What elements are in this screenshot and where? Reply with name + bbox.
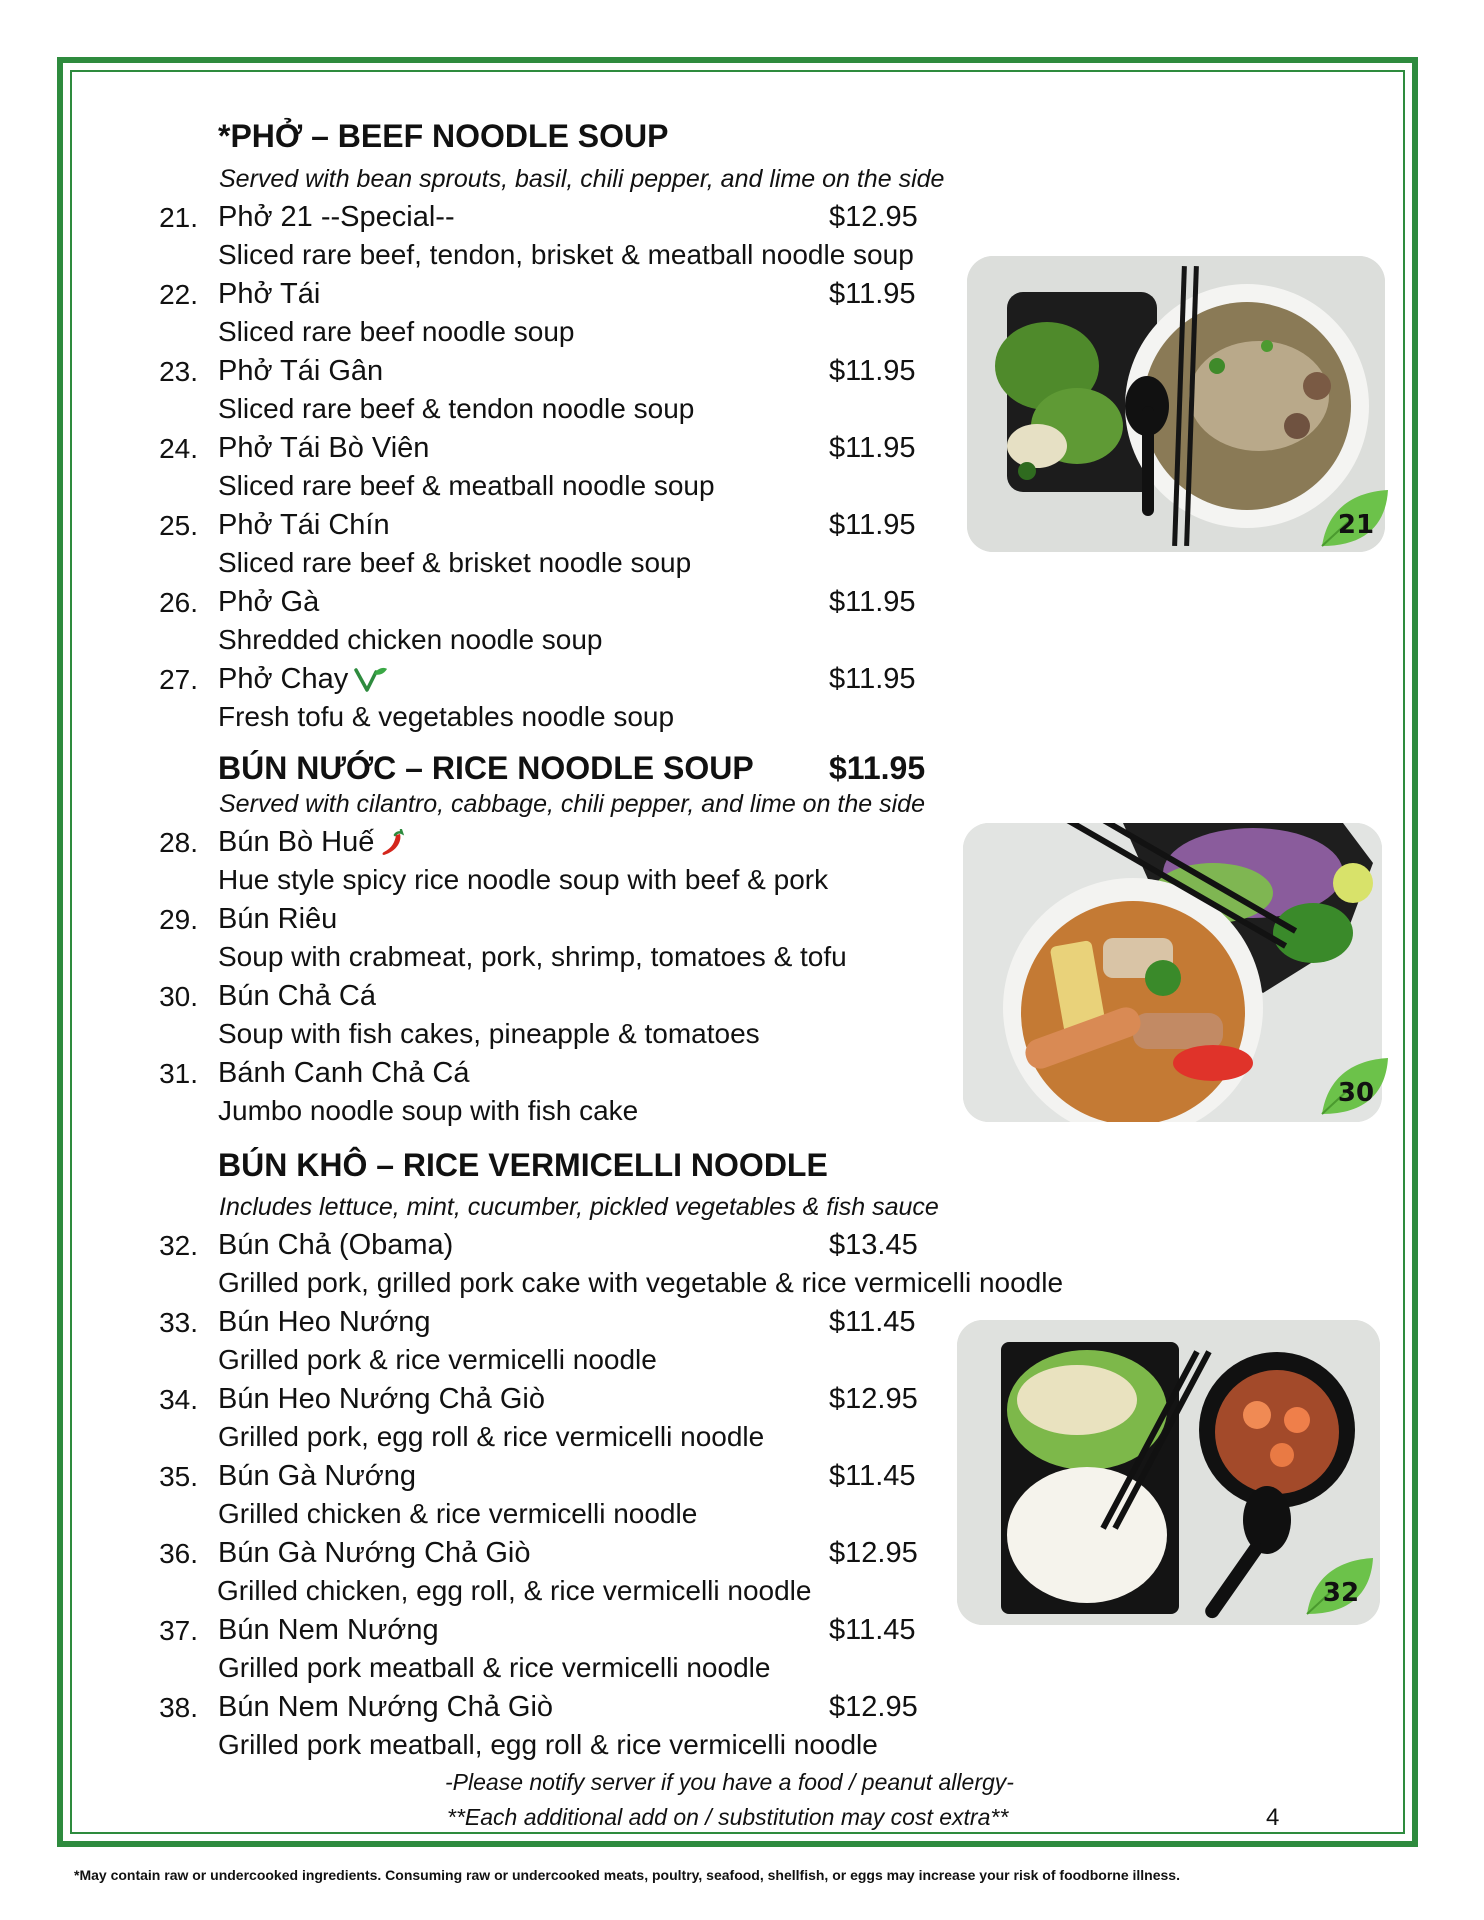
item-number: 37. <box>159 1615 198 1646</box>
item-name: Phở Gà <box>218 586 320 618</box>
item-name-row <box>218 826 406 859</box>
addon-note: **Each additional add on / substitution may cost extra** <box>447 1804 1009 1830</box>
item-number: 28. <box>159 827 198 858</box>
item-number: 24. <box>159 433 198 464</box>
item-name: Bún Heo Nướng <box>218 1306 431 1338</box>
item-name: Bún Heo Nướng Chả Giò <box>218 1383 545 1415</box>
item-price: $11.95 <box>829 509 916 541</box>
item-number: 27. <box>159 664 198 695</box>
item-name: Bún Nem Nướng <box>218 1614 439 1646</box>
item-price: $11.95 <box>829 586 916 618</box>
item-number: 38. <box>159 1692 198 1723</box>
leaf-badge-30 <box>1318 1056 1390 1118</box>
item-description: Soup with fish cakes, pineapple & tomatoes <box>218 1018 760 1049</box>
leaf-badge-21 <box>1318 488 1390 550</box>
item-number: 25. <box>159 510 198 541</box>
item-description: Grilled pork meatball & rice vermicelli noodle <box>218 1652 771 1683</box>
item-description: Grilled pork, grilled pork cake with vegetable & rice vermicelli noodle <box>218 1267 1064 1298</box>
item-name: Bánh Canh Chả Cá <box>218 1057 470 1089</box>
item-number: 34. <box>159 1384 198 1415</box>
item-name: Phở Tái <box>218 278 321 310</box>
item-description: Shredded chicken noodle soup <box>218 624 603 655</box>
section-title-pho: *PHỞ – BEEF NOODLE SOUP <box>218 118 669 154</box>
section-title-bun-nuoc: BÚN NƯỚC – RICE NOODLE SOUP <box>218 750 754 786</box>
item-description: Grilled pork, egg roll & rice vermicelli noodle <box>218 1421 765 1452</box>
item-description: Grilled pork & rice vermicelli noodle <box>218 1344 657 1375</box>
badge-number: 32 <box>1322 1578 1360 1608</box>
item-name: Phở Tái Gân <box>218 355 384 387</box>
chili-pepper-icon <box>380 829 406 857</box>
item-number: 23. <box>159 356 198 387</box>
page-number: 4 <box>1266 1804 1280 1831</box>
item-number: 36. <box>159 1538 198 1569</box>
section-price-bun-nuoc: $11.95 <box>829 750 926 786</box>
item-name: Bún Gà Nướng <box>218 1460 417 1492</box>
item-price: $12.95 <box>829 1383 918 1415</box>
section-subtitle-bun-nuoc: Served with cilantro, cabbage, chili pepper, and lime on the side <box>219 790 925 818</box>
item-name: Phở Chay <box>218 663 349 695</box>
item-name: Bún Chả (Obama) <box>218 1229 454 1261</box>
item-price: $11.45 <box>829 1306 916 1338</box>
item-name: Phở 21 --Special-- <box>218 201 455 233</box>
item-number: 22. <box>159 279 198 310</box>
item-description: Grilled chicken & rice vermicelli noodle <box>218 1498 698 1529</box>
section-subtitle-pho: Served with bean sprouts, basil, chili pepper, and lime on the side <box>219 165 945 193</box>
item-number: 26. <box>159 587 198 618</box>
item-number: 31. <box>159 1058 198 1089</box>
item-price: $11.95 <box>829 355 916 387</box>
item-price: $11.95 <box>829 432 916 464</box>
item-description: Jumbo noodle soup with fish cake <box>218 1095 639 1126</box>
item-number: 30. <box>159 981 198 1012</box>
item-description: Grilled pork meatball, egg roll & rice vermicelli noodle <box>218 1729 878 1760</box>
item-number: 35. <box>159 1461 198 1492</box>
item-number: 29. <box>159 904 198 935</box>
item-name: Bún Riêu <box>218 903 338 935</box>
allergy-note: -Please notify server if you have a food / peanut allergy- <box>445 1769 1014 1795</box>
section-title-bun-kho: BÚN KHÔ – RICE VERMICELLI NOODLE <box>218 1147 828 1183</box>
item-name: Bún Chả Cá <box>218 980 376 1012</box>
item-name: Bún Gà Nướng Chả Giò <box>218 1537 531 1569</box>
item-name-row <box>218 663 388 696</box>
item-name: Phở Tái Bò Viên <box>218 432 430 464</box>
item-description: Hue style spicy rice noodle soup with beef & pork <box>218 864 829 895</box>
item-price: $11.45 <box>829 1460 916 1492</box>
item-description: Sliced rare beef & tendon noodle soup <box>218 393 695 424</box>
item-number: 32. <box>159 1230 198 1261</box>
item-description: Soup with crabmeat, pork, shrimp, tomatoes & tofu <box>218 941 847 972</box>
leaf-badge-32 <box>1303 1556 1375 1618</box>
badge-number: 30 <box>1337 1078 1375 1108</box>
section-subtitle-bun-kho: Includes lettuce, mint, cucumber, pickled vegetables & fish sauce <box>219 1193 939 1221</box>
item-name: Phở Tái Chín <box>218 509 390 541</box>
item-description: Fresh tofu & vegetables noodle soup <box>218 701 675 732</box>
item-name: Bún Bò Huế <box>218 826 375 858</box>
item-name: Bún Nem Nướng Chả Giò <box>218 1691 554 1723</box>
item-price: $12.95 <box>829 1691 918 1723</box>
item-price: $11.95 <box>829 278 916 310</box>
raw-food-disclaimer: *May contain raw or undercooked ingredients. Consuming raw or undercooked meats, poultry, seafood, shellfish, or eggs may increase your risk of foodborne illness. <box>74 1867 1180 1883</box>
item-description: Sliced rare beef noodle soup <box>218 316 575 347</box>
item-price: $12.95 <box>829 1537 918 1569</box>
item-price: $11.45 <box>829 1614 916 1646</box>
item-price: $12.95 <box>829 201 918 233</box>
item-price: $11.95 <box>829 663 916 695</box>
item-number: 21. <box>159 202 198 233</box>
badge-number: 21 <box>1337 510 1375 540</box>
item-description: Sliced rare beef & meatball noodle soup <box>218 470 715 501</box>
item-description: Sliced rare beef, tendon, brisket & meatball noodle soup <box>218 239 914 270</box>
item-description: Sliced rare beef & brisket noodle soup <box>218 547 692 578</box>
vegetarian-v-leaf-icon <box>354 666 388 694</box>
item-number: 33. <box>159 1307 198 1338</box>
item-price: $13.45 <box>829 1229 918 1261</box>
item-description: Grilled chicken, egg roll, & rice vermicelli noodle <box>217 1575 812 1606</box>
